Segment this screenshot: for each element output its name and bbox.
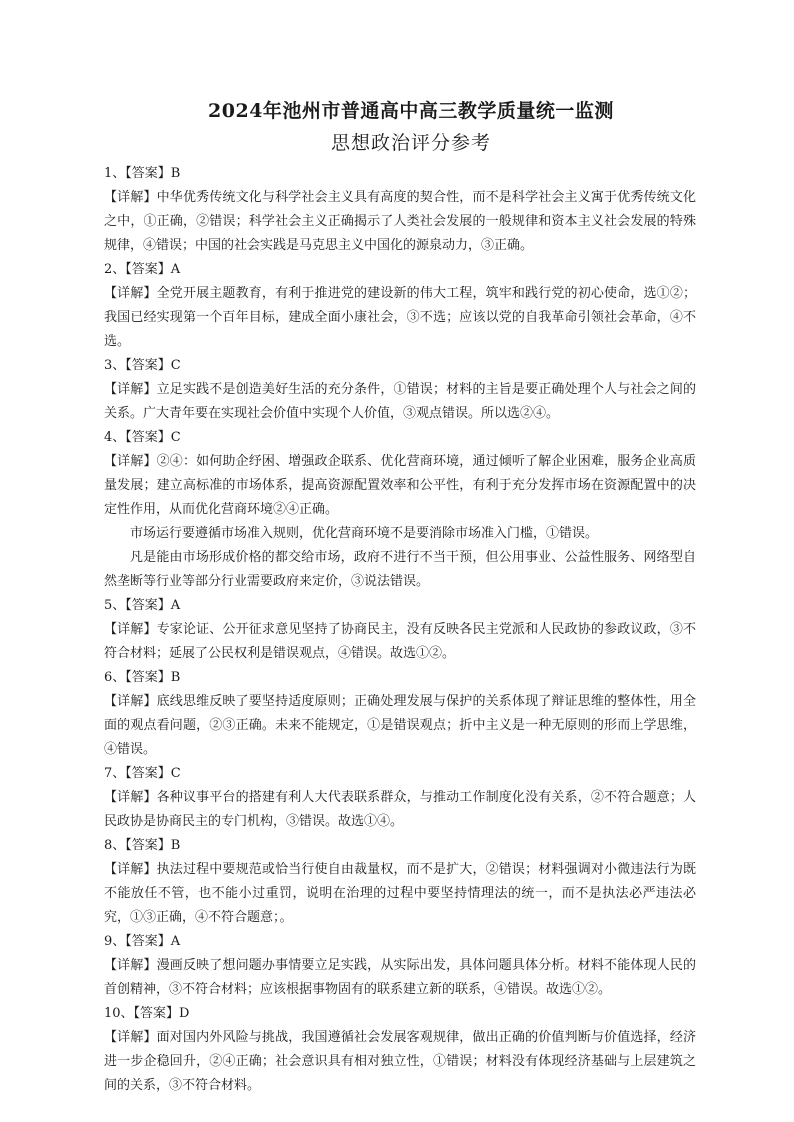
question-7 [104,762,696,834]
question-6 [104,666,696,762]
answer-line: 1、【答案】B [104,166,181,181]
answer-sheet [104,96,696,1098]
explanation-paragraph: 【详解】面对国内外风险与挑战，我国遵循社会发展客观规律，做出正确的价值判断与价值选择，经济进一步企稳回升，②④正确；社会意识具有相对独立性，①错误；材料没有体现经济基础与上层建筑之间的关系，③不符合材料。 [104,1030,696,1093]
explanation-paragraph: 凡是能由市场形成价格的都交给市场，政府不进行不当干预，但公用事业、公益性服务、网络型自然垄断等行业等部分行业需要政府来定价，③说法错误。 [104,550,696,589]
explanation-paragraph: 【详解】专家论证、公开征求意见坚持了协商民主，没有反映各民主党派和人民政协的参政议政，③不符合材料；延展了公民权利是错误观点，④错误。故选①②。 [104,622,696,661]
question-9 [104,930,696,1002]
answer-line: 8、【答案】B [104,838,181,853]
explanation [104,786,696,834]
answer-line: 9、【答案】A [104,934,181,949]
answer-line: 5、【答案】A [104,598,181,613]
explanation [104,858,696,930]
explanation [104,618,696,666]
explanation [104,450,696,594]
question-1 [104,162,696,258]
explanation [104,378,696,426]
answer-line: 4、【答案】C [104,430,181,445]
explanation-paragraph: 【详解】中华优秀传统文化与科学社会主义具有高度的契合性，而不是科学社会主义寓于优秀传统文化之中，①正确，②错误；科学社会主义正确揭示了人类社会发展的一般规律和资本主义社会发展的特殊规律，④错误；中国的社会实践是马克思主义中国化的源泉动力，③正确。 [104,190,696,253]
explanation-paragraph: 【详解】漫画反映了想问题办事情要立足实践，从实际出发，具体问题具体分析。材料不能体现人民的首创精神，③不符合材料；应该根据事物固有的联系建立新的联系，④错误。故选①②。 [104,958,696,997]
explanation [104,282,696,354]
explanation-paragraph: 【详解】立足实践不是创造美好生活的充分条件，①错误；材料的主旨是要正确处理个人与社会之间的关系。广大青年要在实现社会价值中实现个人价值，③观点错误。所以选②④。 [104,382,696,421]
explanation-paragraph: 【详解】各种议事平台的搭建有利人大代表联系群众，与推动工作制度化没有关系，②不符合题意；人民政协是协商民主的专门机构，③错误。故选①④。 [104,790,696,829]
question-3 [104,354,696,426]
explanation [104,954,696,1002]
explanation [104,690,696,762]
answer-line: 6、【答案】B [104,670,181,685]
question-5 [104,594,696,666]
explanation-paragraph: 【详解】底线思维反映了要坚持适度原则；正确处理发展与保护的关系体现了辩证思维的整体性，用全面的观点看问题，②③正确。未来不能规定，①是错误观点；折中主义是一种无原则的形而上学思维，④错误。 [104,694,696,757]
page-subtitle: 思想政治评分参考 [330,132,491,154]
explanation-paragraph: 【详解】全党开展主题教育，有利于推进党的建设新的伟大工程，筑牢和践行党的初心使命，选①②；我国已经实现第一个百年目标，建成全面小康社会，③不选；应该以党的自我革命引领社会革命，④不选。 [104,286,696,349]
answer-line: 2、【答案】A [104,262,181,277]
question-2 [104,258,696,354]
explanation [104,186,696,258]
answer-line: 7、【答案】C [104,766,181,781]
question-10 [104,1002,696,1098]
explanation [104,1026,696,1098]
page-title: 2024年池州市普通高中高三教学质量统一监测 [208,100,614,122]
question-4 [104,426,696,594]
question-8 [104,834,696,930]
explanation-paragraph: 市场运行要遵循市场准入规则，优化营商环境不是要消除市场准入门槛，①错误。 [130,526,599,541]
explanation-paragraph: 【详解】执法过程中要规范或恰当行使自由裁量权，而不是扩大，②错误；材料强调对小微违法行为既不能放任不管，也不能小过重罚，说明在治理的过程中要坚持情理法的统一，而不是执法必严违法必究，①③正确，④不符合题意；。 [104,862,696,925]
answer-line: 3、【答案】C [104,358,181,373]
answer-line: 10、【答案】D [104,1006,190,1021]
explanation-paragraph: 【详解】②④：如何助企纾困、增强政企联系、优化营商环境，通过倾听了解企业困难，服务企业高质量发展；建立高标准的市场体系，提高资源配置效率和公平性，有利于充分发挥市场在资源配置中的决定性作用，从而优化营商环境②④正确。 [104,454,696,517]
